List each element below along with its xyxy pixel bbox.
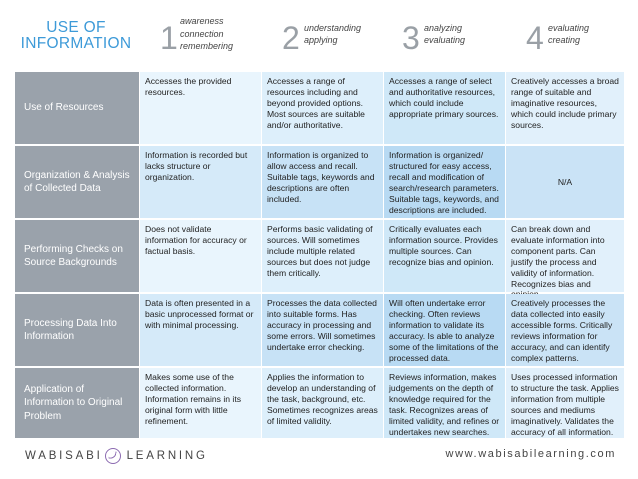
brand-logo [25, 448, 208, 464]
table-cell: Creatively processes the data collected into easily accessible forms. Critically reviews information for accuracy, and can identify complex patterns. [505, 294, 624, 368]
title-line-2: INFORMATION [20, 35, 132, 52]
table-cell: Data is often presented in a basic unprocessed format or with minimal processing. [139, 294, 261, 368]
table-cell: Accesses a range of resources including and beyond provided options. Most sources are suitable and/or authoritative. [261, 72, 383, 146]
wabisabi-logo-icon [105, 448, 121, 464]
level-descriptors [548, 8, 628, 60]
table-cell: Performs basic validating of sources. Will sometimes include multiple related sources but does not judge them critically. [261, 220, 383, 294]
table-cell: Information is organized to allow access and recall. Suitable tags, keywords and descriptions are often included. [261, 146, 383, 220]
row-heading-application: Application of Information to Original Problem [15, 368, 139, 440]
table-cell: Uses processed information to structure the task. Applies information from multiple sources and mediums imaginatively. Validates the accuracy of all information. [505, 368, 624, 440]
level-word: understanding [304, 22, 362, 33]
table-cell: Accesses the provided resources. [139, 72, 261, 146]
table-cell: Creatively accesses a broad range of suitable and imaginative resources, which could include primary sources. [505, 72, 624, 146]
table-cell: Will often undertake error checking. Often reviews information to validate its accuracy. Is able to analyze some of the limitations of the processed data. [383, 294, 505, 368]
level-word: connection [180, 28, 224, 39]
rubric-header [0, 0, 638, 72]
website-url[interactable]: www.wabisabilearning.com [445, 448, 616, 460]
title-line-1: USE OF [46, 19, 106, 36]
level-descriptors [180, 8, 260, 60]
level-number: 2 [282, 20, 300, 56]
level-descriptors [304, 8, 384, 60]
level-word: evaluating [548, 22, 590, 33]
table-cell: Can break down and evaluate information into component parts. Can justify the process and validity of information. Recognizes bias and [505, 220, 624, 294]
table-cell: Processes the data collected into suitable forms. Has accuracy in processing and some errors. Will sometimes undertake error checking. [261, 294, 383, 368]
level-descriptors [424, 8, 504, 60]
rubric-table [15, 72, 624, 440]
page-footer [0, 444, 638, 468]
level-word: awareness [180, 16, 224, 27]
brand-name-left: WABISABI [25, 450, 103, 462]
level-word: applying [304, 35, 338, 45]
level-number: 4 [526, 20, 544, 56]
page-title [14, 20, 138, 52]
level-number: 1 [160, 20, 178, 56]
table-cell: Applies the information to develop an understanding of the task, background, etc. Sometimes recognizes areas of limited validity. [261, 368, 383, 440]
row-heading-source-checks: Performing Checks on Source Backgrounds [15, 220, 139, 294]
table-cell: Does not validate information for accuracy or factual basis. [139, 220, 261, 294]
row-heading-processing-data: Processing Data Into Information [15, 294, 139, 368]
row-heading-organization: Organization & Analysis of Collected Data [15, 146, 139, 220]
level-word: analyzing [424, 22, 463, 33]
table-cell-na: N/A [505, 146, 624, 220]
table-cell: Accesses a range of select and authoritative resources, which could include appropriate primary sources. [383, 72, 505, 146]
row-heading-use-of-resources: Use of Resources [15, 72, 139, 146]
level-word: remembering [180, 41, 234, 52]
level-word: evaluating [424, 35, 466, 45]
table-cell: Information is recorded but lacks structure or organization. [139, 146, 261, 220]
table-cell: Critically evaluates each information source. Provides multiple sources. Can recognize bias and opinion. [383, 220, 505, 294]
level-word: creating [548, 35, 581, 45]
table-cell: Reviews information, makes judgements on the depth of knowledge required for the task. Recognizes areas of limited validity, and refines or undertakes new searches. [383, 368, 505, 440]
level-number: 3 [402, 20, 420, 56]
table-cell: Information is organized/ structured for easy access, recall and modification of search/research parameters. Suitable tags, keywords, and descriptions are included. [383, 146, 505, 220]
table-cell: Makes some use of the collected information. Information remains in its original form with little refinement. [139, 368, 261, 440]
brand-name-right: LEARNING [126, 450, 208, 462]
